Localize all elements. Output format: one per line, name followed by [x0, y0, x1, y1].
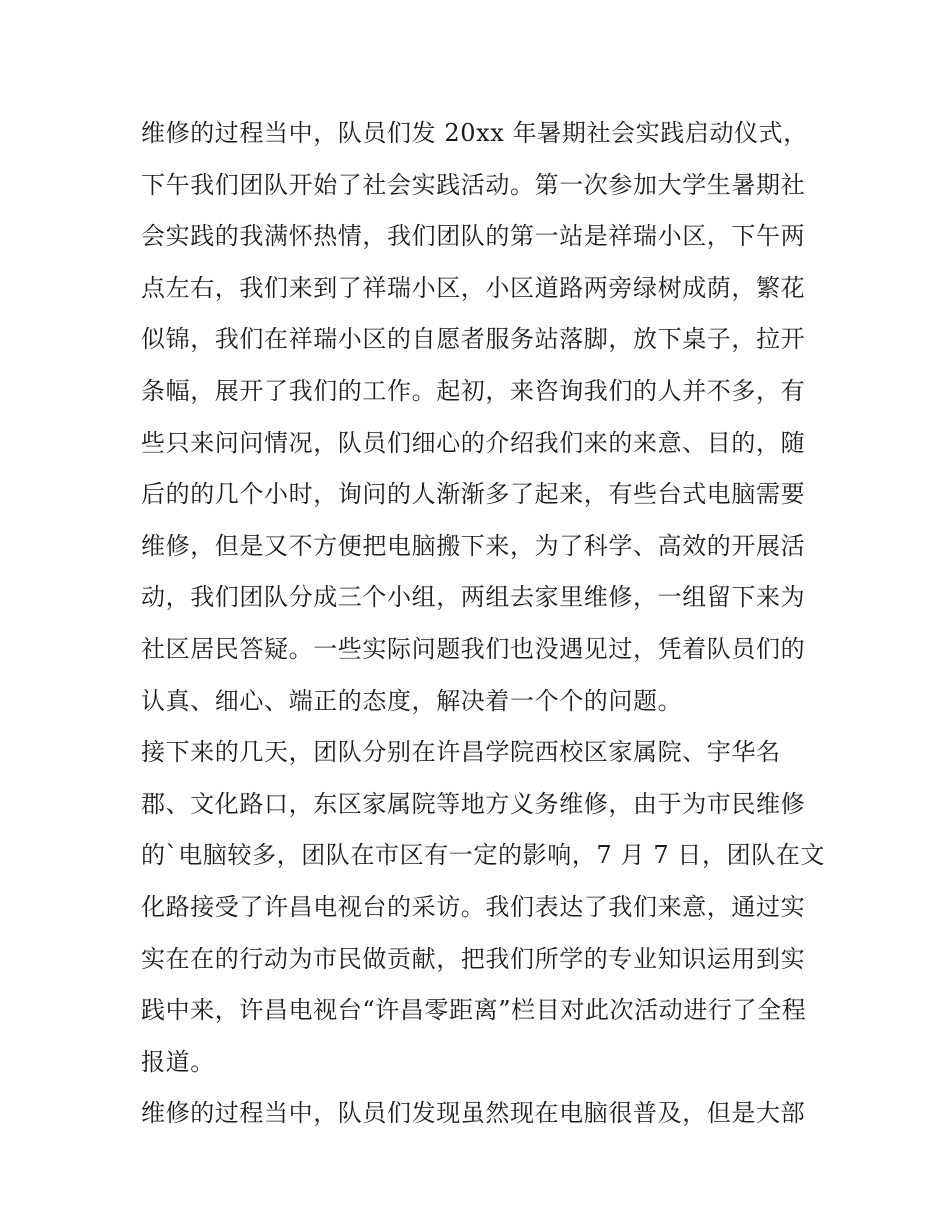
text-line: 会实践的我满怀热情，我们团队的第一站是祥瑞小区，下午两 — [141, 222, 806, 251]
text-line: 些只来问问情况，队员们细心的介绍我们来的来意、目的，随 — [141, 428, 806, 457]
text-line: 郡、文化路口，东区家属院等地方义务维修，由于为市民维修 — [141, 789, 806, 818]
text-line: 后的的几个小时，询问的人渐渐多了起来，有些台式电脑需要 — [141, 480, 806, 509]
text-line: 实在在的行动为市民做贡献，把我们所学的专业知识运用到实 — [141, 944, 806, 973]
text-line: 条幅，展开了我们的工作。起初，来咨询我们的人并不多，有 — [141, 376, 806, 405]
text-line: 社区居民答疑。一些实际问题我们也没遇见过，凭着队员们的 — [141, 634, 806, 663]
text-line: 动，我们团队分成三个小组，两组去家里维修，一组留下来为 — [141, 583, 806, 612]
text-line: 维修的过程当中，队员们发 20xx 年暑期社会实践启动仪式， — [141, 119, 808, 147]
text-line: 的`电脑较多，团队在市区有一定的影响，7 月 7 日，团队在文 — [141, 841, 826, 870]
text-line: 下午我们团队开始了社会实践活动。第一次参加大学生暑期社 — [141, 170, 806, 199]
text-line: 接下来的几天，团队分别在许昌学院西校区家属院、宇华名 — [141, 738, 781, 767]
body-text — [141, 108, 826, 1140]
text-line: 化路接受了许昌电视台的采访。我们表达了我们来意，通过实 — [141, 892, 806, 921]
text-line: 报道。 — [141, 1047, 215, 1076]
text-line: 践中来，许昌电视台“许昌零距离”栏目对此次活动进行了全程 — [141, 996, 807, 1025]
text-line: 点左右，我们来到了祥瑞小区，小区道路两旁绿树成荫，繁花 — [141, 273, 806, 302]
text-line: 维修的过程当中，队员们发现虽然现在电脑很普及，但是大部 — [141, 1099, 806, 1128]
text-line: 维修，但是又不方便把电脑搬下来，为了科学、高效的开展活 — [141, 531, 806, 560]
text-line: 似锦，我们在祥瑞小区的自愿者服务站落脚，放下桌子，拉开 — [141, 325, 806, 354]
text-line: 认真、细心、端正的态度，解决着一个个的问题。 — [141, 686, 683, 715]
